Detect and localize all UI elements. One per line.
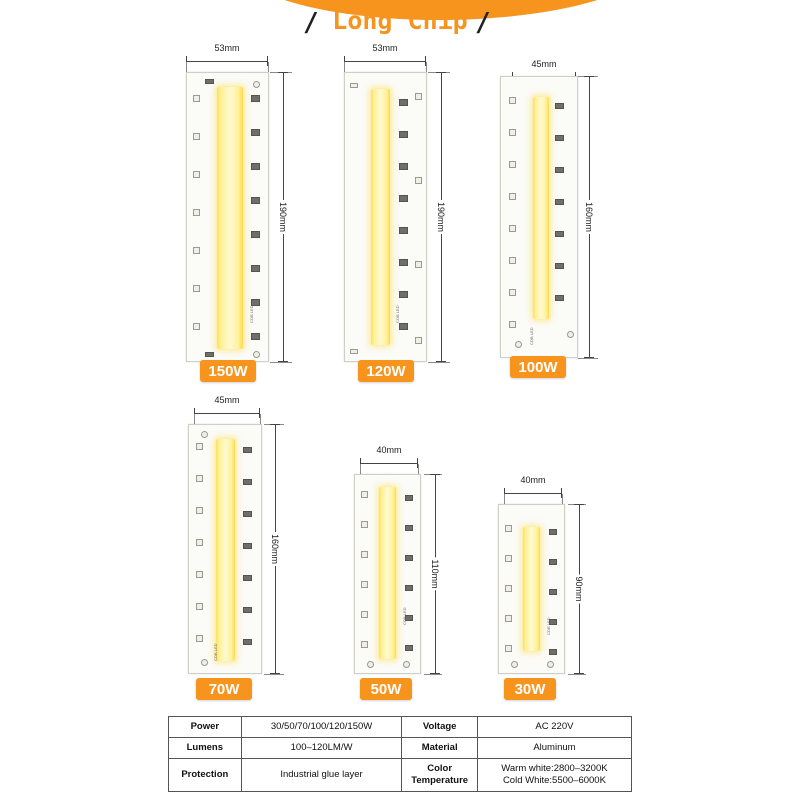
dimension-width-label-100w: 45mm — [531, 59, 557, 69]
table-row — [169, 717, 632, 738]
spec-key-color-temperature: Color Temperature — [402, 758, 477, 791]
table-row — [169, 758, 632, 791]
board-mark-50w: COB LED — [402, 607, 407, 625]
dimension-height-label-30w: 90mm — [574, 576, 584, 602]
badge-50w: 50W — [360, 678, 412, 700]
led-board-120w — [344, 72, 427, 362]
dimension-width-label-50w: 40mm — [376, 445, 402, 455]
led-board-70w — [188, 424, 262, 674]
led-board-50w — [354, 474, 421, 674]
dimension-width-30w — [504, 475, 562, 498]
dimension-height-70w — [270, 424, 280, 674]
cob-emitter-150w — [217, 87, 243, 349]
led-board-30w — [498, 504, 565, 674]
dimension-width-50w — [360, 445, 418, 468]
dimension-height-label-100w: 160mm — [584, 201, 594, 233]
dimension-width-label-70w: 45mm — [214, 395, 240, 405]
badge-150w: 150W — [200, 360, 256, 382]
cob-emitter-120w — [371, 89, 390, 345]
spec-key-power: Power — [169, 717, 242, 738]
spec-value-lumens: 100–120LM/W — [241, 737, 402, 758]
dimension-height-100w — [584, 76, 594, 358]
dimension-width-label-150w: 53mm — [214, 43, 240, 53]
cob-emitter-100w — [533, 97, 549, 319]
dimension-height-30w — [574, 504, 584, 674]
badge-70w: 70W — [196, 678, 252, 700]
dimension-height-120w — [436, 72, 446, 362]
dimension-height-50w — [430, 474, 440, 674]
dimension-height-label-120w: 190mm — [436, 201, 446, 233]
dimension-width-label-120w: 53mm — [372, 43, 398, 53]
board-mark-120w: COB LED — [395, 305, 400, 323]
badge-100w: 100W — [510, 356, 566, 378]
spec-key-material: Material — [402, 737, 477, 758]
spec-value-material: Aluminum — [477, 737, 631, 758]
dimension-width-label-30w: 40mm — [520, 475, 546, 485]
board-mark-70w: COB LED — [213, 643, 218, 661]
dimension-height-label-70w: 160mm — [270, 533, 280, 565]
dimension-width-70w — [194, 395, 260, 418]
specification-table — [168, 716, 632, 792]
spec-value-power: 30/50/70/100/120/150W — [241, 717, 402, 738]
badge-120w: 120W — [358, 360, 414, 382]
spec-value-color-temperature-cold: Cold White:5500–6000K — [502, 774, 606, 786]
spec-value-color-temperature — [477, 758, 631, 791]
spec-key-lumens: Lumens — [169, 737, 242, 758]
badge-30w: 30W — [504, 678, 556, 700]
cob-emitter-30w — [523, 527, 540, 651]
page-header — [0, 0, 800, 44]
dimension-height-label-50w: 110mm — [430, 559, 440, 589]
dimension-width-150w — [186, 43, 268, 66]
page-title: Long Chip — [332, 6, 468, 35]
cob-emitter-70w — [216, 439, 235, 661]
led-board-100w — [500, 76, 578, 358]
board-mark-30w: COB LED — [546, 617, 551, 635]
cob-emitter-50w — [379, 487, 396, 659]
spec-value-color-temperature-warm: Warm white:2800–3200K — [501, 762, 608, 774]
board-mark-100w: COB LED — [529, 327, 534, 345]
spec-value-protection: Industrial glue layer — [241, 758, 402, 791]
header-slash-right-icon: / — [475, 8, 491, 38]
dimension-height-label-150w: 190mm — [278, 201, 288, 233]
table-row — [169, 737, 632, 758]
spec-value-voltage: AC 220V — [477, 717, 631, 738]
led-board-150w — [186, 72, 269, 362]
header-slash-left-icon: / — [303, 8, 319, 38]
board-mark-150w: COB LED — [249, 305, 254, 323]
dimension-width-120w — [344, 43, 426, 66]
spec-key-voltage: Voltage — [402, 717, 477, 738]
dimension-height-150w — [278, 72, 288, 362]
spec-key-protection: Protection — [169, 758, 242, 791]
